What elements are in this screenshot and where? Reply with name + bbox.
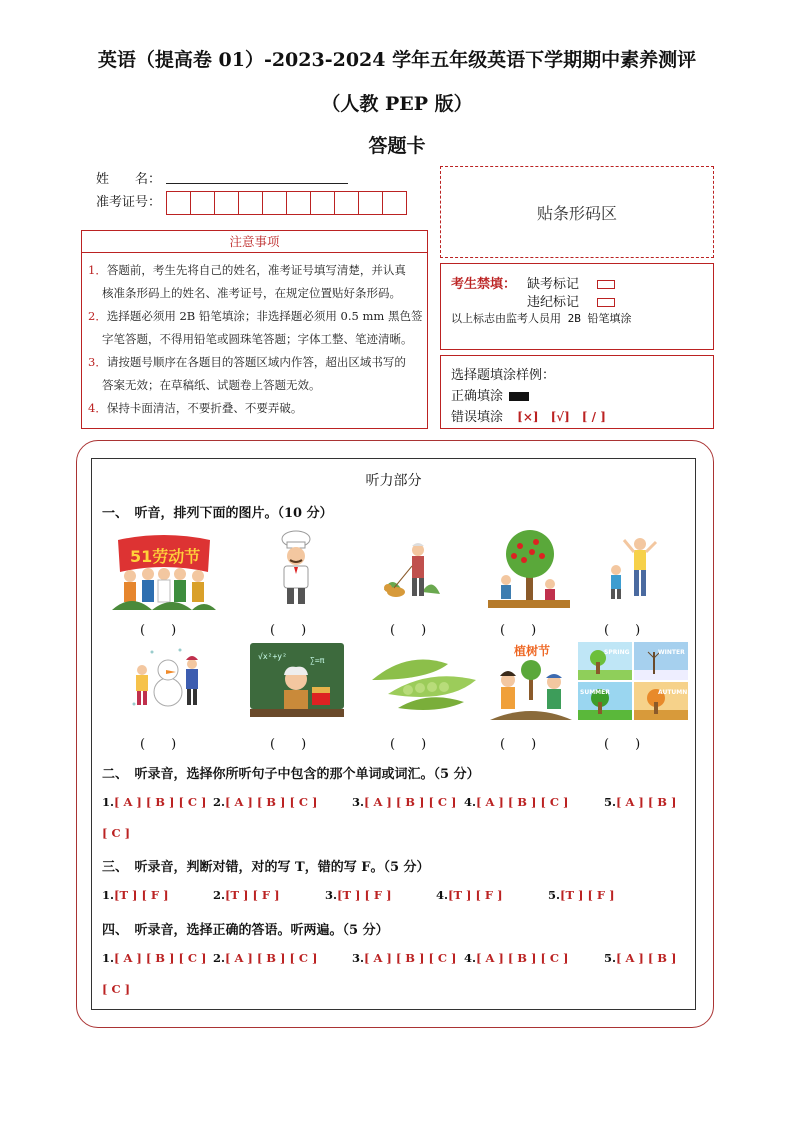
choice-brackets[interactable]: [ A ] [ B ] [ C ]	[225, 795, 318, 809]
answer-blank[interactable]: ( )	[270, 737, 307, 752]
name-field[interactable]	[166, 183, 348, 184]
answer-blank[interactable]: ( )	[500, 623, 537, 638]
q3-2-options[interactable]	[213, 888, 280, 902]
barcode-area	[440, 166, 714, 258]
id-number-boxes	[166, 191, 406, 215]
answer-blank[interactable]: ( )	[500, 737, 537, 752]
violation-mark-row	[527, 291, 615, 310]
q3-4-options[interactable]	[436, 888, 503, 902]
id-label: 准考证号：	[96, 195, 162, 210]
answer-blank[interactable]: ( )	[140, 623, 177, 638]
notice-text: 请按题号顺序在各题目的答题区域内作答，超出区域书写的	[106, 355, 406, 369]
tree-day-text: 植树节	[514, 644, 551, 658]
answer-blank[interactable]: ( )	[390, 623, 427, 638]
q3-3-options[interactable]	[325, 888, 392, 902]
summer-label: SUMMER	[580, 689, 610, 696]
id-digit-box[interactable]	[262, 191, 287, 215]
correct-label: 正确填涂	[451, 389, 504, 404]
choice-brackets[interactable]: [ A ] [ B ] [ C ]	[476, 795, 569, 809]
notice-text: 保持卡面清洁，不要折叠、不要弄破。	[106, 401, 303, 415]
q4-2-options[interactable]	[213, 951, 318, 965]
sample-title: 选择题填涂样例：	[451, 368, 556, 383]
answer-blank[interactable]: ( )	[270, 623, 307, 638]
q4-4-options[interactable]	[464, 951, 569, 965]
q4-3-options[interactable]	[352, 951, 457, 965]
notice-text: 字笔答题，不得用铅笔或圆珠笔答题；字体工整、笔迹清晰。	[102, 332, 413, 346]
q-number: 2.	[213, 888, 226, 902]
notice-item-4	[88, 397, 424, 420]
tf-brackets[interactable]: [T ] [ F ]	[225, 888, 280, 902]
q-number: 3.	[352, 951, 365, 965]
notice-text: 选择题必须用 2B 铅笔填涂；非选择题必须用 0.5 mm 黑色签	[106, 309, 423, 323]
tf-brackets[interactable]: [T ] [ F ]	[337, 888, 392, 902]
morning-exercise-picture	[604, 534, 662, 602]
tf-brackets[interactable]: [T ] [ F ]	[448, 888, 503, 902]
q2-5-option-c[interactable]	[102, 826, 130, 840]
answer-blank[interactable]: ( )	[604, 623, 641, 638]
barcode-label: 贴条形码区	[536, 203, 617, 223]
choice-brackets[interactable]: [ A ] [ B ] [ C ]	[364, 795, 457, 809]
id-digit-box[interactable]	[166, 191, 191, 215]
notice-num: 2．	[88, 309, 107, 323]
filled-mark-icon	[509, 392, 529, 401]
choice-brackets[interactable]: [ A ] [ B ] [ C ]	[364, 951, 457, 965]
apple-picking-picture	[488, 528, 570, 608]
q2-3-options[interactable]	[352, 795, 457, 809]
section-1-title: 一、 听音，排列下面的图片。（10 分）	[102, 506, 333, 521]
walking-dog-picture	[378, 540, 442, 604]
notice-text: 答案无效；在草稿纸、试题卷上答题无效。	[102, 378, 321, 392]
id-digit-box[interactable]	[286, 191, 311, 215]
wrong-label: 错误填涂	[451, 410, 504, 425]
q2-4-options[interactable]	[464, 795, 569, 809]
autumn-label: AUTUMN	[658, 689, 688, 696]
section-2-title: 二、 听录音，选择你所听句子中包含的那个单词或词汇。（5 分）	[102, 767, 480, 782]
forbid-note: 以上标志由监考人员用 2B 铅笔填涂	[451, 312, 632, 325]
q-number: 4.	[464, 951, 477, 965]
q4-5-options[interactable]	[604, 951, 676, 965]
q2-2-options[interactable]	[213, 795, 318, 809]
q3-5-options[interactable]	[548, 888, 615, 902]
q-number: 1.	[102, 888, 115, 902]
q-number: 3.	[352, 795, 365, 809]
winter-label: WINTER	[658, 649, 685, 656]
id-digit-box[interactable]	[358, 191, 383, 215]
wrong-sample-row	[451, 406, 606, 425]
id-digit-box[interactable]	[190, 191, 215, 215]
violation-label: 违纪标记	[527, 295, 580, 310]
notice-text: 答题前，考生先将自己的姓名，准考证号填写清楚，并认真	[106, 263, 406, 277]
q-number: 5.	[604, 795, 617, 809]
q2-1-options[interactable]	[102, 795, 207, 809]
tf-brackets[interactable]: [T ] [ F ]	[560, 888, 615, 902]
labor-day-workers-picture	[112, 532, 216, 610]
notice-text: 核准条形码上的姓名、准考证号，在规定位置贴好条形码。	[102, 286, 401, 300]
notice-num: 1．	[88, 263, 107, 277]
chef-picture	[270, 530, 322, 606]
notice-item-1	[88, 259, 424, 305]
four-seasons-picture	[578, 642, 688, 720]
id-digit-box[interactable]	[238, 191, 263, 215]
q-number: 3.	[325, 888, 338, 902]
tf-brackets[interactable]: [T ] [ F ]	[114, 888, 169, 902]
fill-sample-box	[440, 355, 714, 429]
notice-box	[81, 230, 428, 429]
edition-subtitle: （人教 PEP 版）	[321, 93, 473, 115]
svg-text:√x²+y²: √x²+y²	[258, 652, 287, 661]
id-digit-box[interactable]	[310, 191, 335, 215]
q4-5-option-c[interactable]	[102, 982, 130, 996]
absent-label: 缺考标记	[527, 277, 580, 292]
section-3-title: 三、 听录音，判断对错，对的写 T，错的写 F。（5 分）	[102, 860, 430, 875]
page-title: 英语（提高卷 01）-2023-2024 学年五年级英语下学期期中素养测评	[97, 49, 697, 71]
answer-blank[interactable]: ( )	[140, 737, 177, 752]
notice-heading: 注意事项	[82, 231, 427, 253]
q-number: 2.	[213, 951, 226, 965]
q2-5-options[interactable]	[604, 795, 676, 809]
q-number: 2.	[213, 795, 226, 809]
id-digit-box[interactable]	[334, 191, 359, 215]
choice-brackets[interactable]: [ A ] [ B ] [ C ]	[476, 951, 569, 965]
id-digit-box[interactable]	[382, 191, 407, 215]
answer-sheet-title: 答题卡	[368, 135, 426, 157]
q-number: 5.	[548, 888, 561, 902]
spring-label: SPRING	[604, 649, 630, 656]
q3-1-options[interactable]	[102, 888, 169, 902]
id-digit-box[interactable]	[214, 191, 239, 215]
absent-checkbox[interactable]	[597, 280, 615, 289]
absent-mark-row	[527, 273, 615, 292]
q-number: 4.	[464, 795, 477, 809]
notice-item-2	[88, 305, 424, 351]
correct-sample-row	[451, 385, 529, 404]
q-number: 1.	[102, 795, 115, 809]
choice-brackets[interactable]: [ A ] [ B ] [ C ]	[114, 795, 207, 809]
choice-brackets[interactable]: [ A ] [ B ] [ C ]	[114, 951, 207, 965]
choice-brackets[interactable]: [ A ] [ B ]	[616, 795, 677, 809]
notice-num: 4．	[88, 401, 107, 415]
choice-brackets[interactable]: [ A ] [ B ]	[616, 951, 677, 965]
q4-1-options[interactable]	[102, 951, 207, 965]
tree-planting-picture	[490, 640, 572, 720]
labor-day-text: 51劳动节	[130, 547, 201, 566]
snowman-picture	[128, 644, 204, 712]
forbid-label: 考生禁填：	[451, 277, 517, 292]
q-number: 4.	[436, 888, 449, 902]
choice-brackets[interactable]: [ C ]	[102, 826, 131, 840]
choice-brackets[interactable]: [ A ] [ B ] [ C ]	[225, 951, 318, 965]
answer-blank[interactable]: ( )	[604, 737, 641, 752]
section-4-title: 四、 听录音，选择正确的答语。听两遍。（5 分）	[102, 923, 389, 938]
violation-checkbox[interactable]	[597, 298, 615, 307]
teacher-picture	[250, 643, 344, 717]
q-number: 5.	[604, 951, 617, 965]
notice-item-3	[88, 351, 424, 397]
wrong-marks: [×] [√] [ / ]	[517, 410, 606, 424]
q-number: 1.	[102, 951, 115, 965]
examiner-only-box	[440, 263, 714, 350]
svg-text:∑=π: ∑=π	[310, 656, 325, 665]
listening-heading: 听力部分	[365, 473, 422, 489]
answer-blank[interactable]: ( )	[390, 737, 427, 752]
peas-picture	[368, 650, 480, 712]
name-label: 姓 名：	[96, 172, 162, 187]
notice-num: 3．	[88, 355, 107, 369]
choice-brackets[interactable]: [ C ]	[102, 982, 131, 996]
